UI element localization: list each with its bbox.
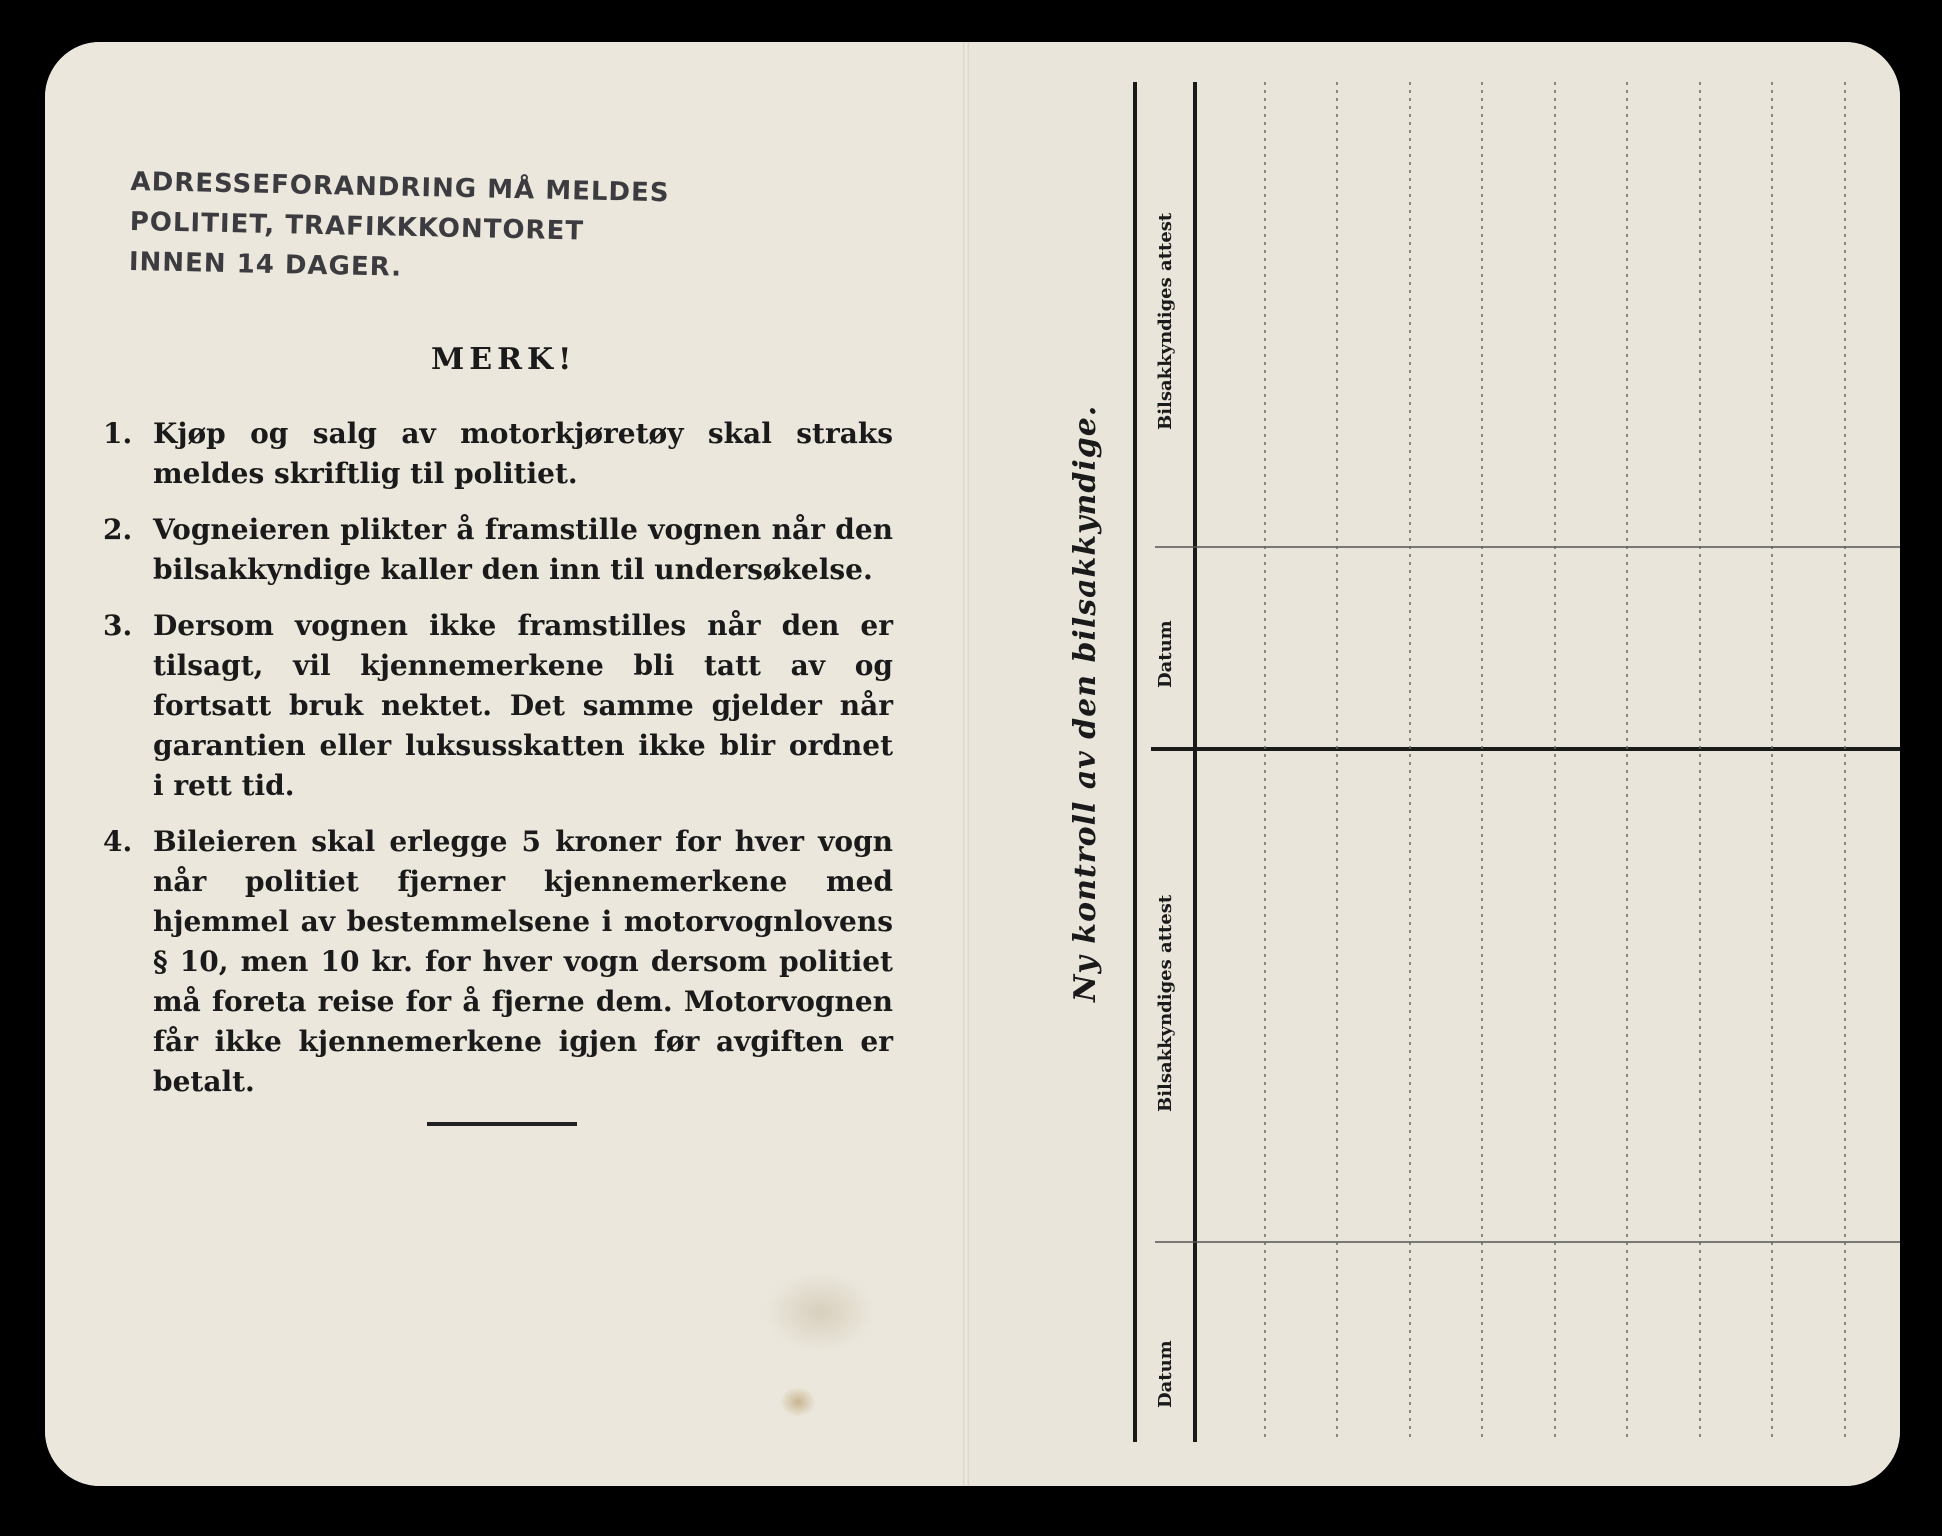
rule-number: 3. <box>103 609 133 642</box>
notice-rules <box>103 414 893 1118</box>
inspection-grid <box>965 42 1900 1486</box>
datum-label-bottom: Datum <box>1155 1340 1176 1408</box>
paper-stain <box>765 1272 875 1352</box>
rule-number: 4. <box>103 825 133 858</box>
paper-stain <box>780 1387 816 1417</box>
rule-text: Bileieren skal erlegge 5 kroner for hver vogn når politiet fjerner kjennemerkene med hjemmel av bestemmelsene i motorvognlovens § 10, men 10 kr. for hver vogn dersom politiet må foreta reise for å fjerne dem. Motorvognen får ikke kjennemerkene igjen før avgiften er betalt. <box>153 825 893 1098</box>
rule-item <box>103 822 893 1102</box>
stamp-line-1: ADRESSEFORANDRING MÅ MELDES <box>130 166 670 209</box>
document-booklet <box>45 42 1900 1486</box>
rule-text: Dersom vognen ikke framstilles når den er tilsagt, vil kjennemerkene bli tatt av og fortsatt bruk nektet. Det samme gjelder når garantien eller luksusskatten ikke blir ordnet i rett tid. <box>153 609 893 802</box>
rule-item <box>103 414 893 494</box>
notice-heading: MERK! <box>431 342 577 377</box>
stamp-line-2: POLITIET, TRAFIKKKONTORET <box>129 206 585 247</box>
rule-text: Kjøp og salg av motorkjøretøy skal straks meldes skriftlig til politiet. <box>153 417 893 490</box>
rule-text: Vogneieren plikter å framstille vognen når den bilsakkyndige kaller den inn til undersøkelse. <box>153 513 893 586</box>
attest-label-bottom: Bilsakkyndiges attest <box>1155 894 1176 1112</box>
divider-rule <box>427 1122 577 1126</box>
form-title: Ny kontroll av den bilsakkyndige. <box>1068 404 1103 1002</box>
rule-number: 1. <box>103 417 133 450</box>
rule-item <box>103 606 893 806</box>
stamp-line-3: INNEN 14 DAGER. <box>128 246 403 283</box>
booklet-spine <box>963 42 969 1486</box>
attest-label-top: Bilsakkyndiges attest <box>1155 212 1176 430</box>
rule-number: 2. <box>103 513 133 546</box>
datum-label-top: Datum <box>1155 620 1176 688</box>
left-page <box>45 42 965 1486</box>
rule-item <box>103 510 893 590</box>
right-page <box>965 42 1900 1486</box>
address-change-stamp <box>128 162 830 297</box>
